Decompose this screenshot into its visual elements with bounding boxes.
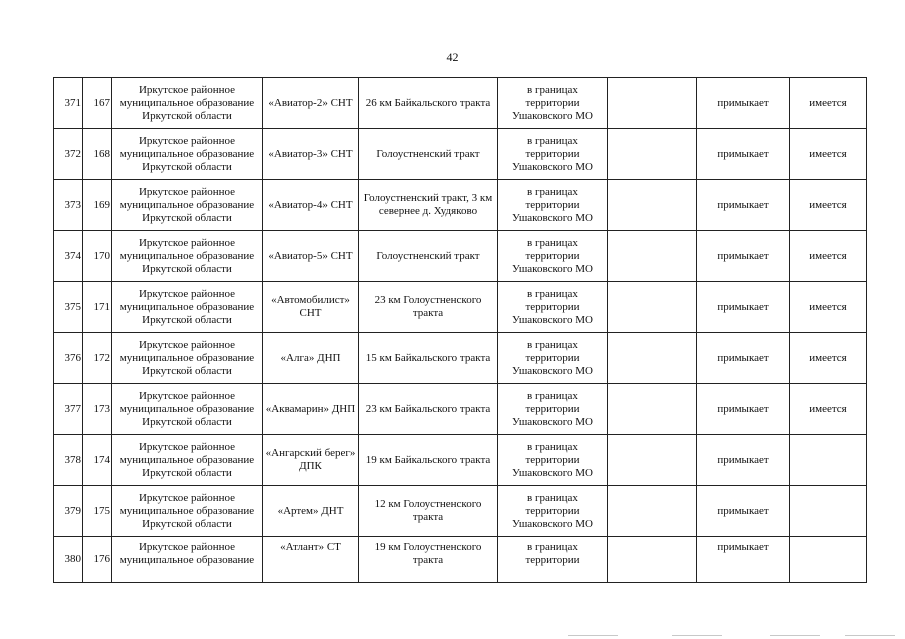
municipality-cell: Иркутское районное муниципальное образование Иркутской области xyxy=(112,231,263,282)
location-cell: в границах территории Ушаковского МО xyxy=(498,333,608,384)
location-cell: в границах территории Ушаковского МО xyxy=(498,435,608,486)
status-cell: имеется xyxy=(790,282,867,333)
table-row xyxy=(54,78,867,129)
sub-number-cell: 174 xyxy=(83,435,112,486)
name-cell: «Алга» ДНП xyxy=(263,333,359,384)
status-cell xyxy=(790,537,867,583)
row-number-cell: 380 xyxy=(54,537,83,583)
address-cell: Голоустненский тракт xyxy=(359,231,498,282)
table-row xyxy=(54,129,867,180)
adjacency-cell: примыкает xyxy=(697,129,790,180)
location-cell: в границах территории Ушаковского МО xyxy=(498,231,608,282)
adjacency-cell: примыкает xyxy=(697,282,790,333)
municipality-cell: Иркутское районное муниципальное образование Иркутской области xyxy=(112,384,263,435)
name-cell: «Ангарский берег» ДПК xyxy=(263,435,359,486)
name-cell: «Авиатор-2» СНТ xyxy=(263,78,359,129)
note-cell xyxy=(608,231,697,282)
sub-number-cell: 167 xyxy=(83,78,112,129)
name-cell: «Аквамарин» ДНП xyxy=(263,384,359,435)
status-cell: имеется xyxy=(790,78,867,129)
status-cell: имеется xyxy=(790,180,867,231)
adjacency-cell: примыкает xyxy=(697,180,790,231)
scan-artifact-line xyxy=(770,635,820,636)
status-cell xyxy=(790,435,867,486)
table-row xyxy=(54,333,867,384)
table-row xyxy=(54,180,867,231)
name-cell: «Артем» ДНТ xyxy=(263,486,359,537)
name-cell: «Авиатор-3» СНТ xyxy=(263,129,359,180)
note-cell xyxy=(608,129,697,180)
row-number-cell: 375 xyxy=(54,282,83,333)
adjacency-cell: примыкает xyxy=(697,384,790,435)
address-cell: 19 км Голоустненского тракта xyxy=(359,537,498,583)
adjacency-cell: примыкает xyxy=(697,231,790,282)
address-cell: 23 км Голоустненского тракта xyxy=(359,282,498,333)
name-cell: «Автомобилист» СНТ xyxy=(263,282,359,333)
name-cell: «Авиатор-4» СНТ xyxy=(263,180,359,231)
row-number-cell: 374 xyxy=(54,231,83,282)
note-cell xyxy=(608,78,697,129)
location-cell: в границах территории xyxy=(498,537,608,583)
status-cell: имеется xyxy=(790,231,867,282)
sub-number-cell: 176 xyxy=(83,537,112,583)
location-cell: в границах территории Ушаковского МО xyxy=(498,129,608,180)
adjacency-cell: примыкает xyxy=(697,78,790,129)
municipality-cell: Иркутское районное муниципальное образование Иркутской области xyxy=(112,486,263,537)
row-number-cell: 372 xyxy=(54,129,83,180)
row-number-cell: 373 xyxy=(54,180,83,231)
note-cell xyxy=(608,435,697,486)
address-cell: 26 км Байкальского тракта xyxy=(359,78,498,129)
scan-artifact-line xyxy=(672,635,722,636)
note-cell xyxy=(608,537,697,583)
location-cell: в границах территории Ушаковского МО xyxy=(498,384,608,435)
municipality-cell: Иркутское районное муниципальное образование Иркутской области xyxy=(112,282,263,333)
address-cell: 23 км Байкальского тракта xyxy=(359,384,498,435)
table-row xyxy=(54,384,867,435)
status-cell: имеется xyxy=(790,333,867,384)
scan-artifact-line xyxy=(845,635,895,636)
adjacency-cell: примыкает xyxy=(697,435,790,486)
sub-number-cell: 169 xyxy=(83,180,112,231)
municipality-cell: Иркутское районное муниципальное образование Иркутской области xyxy=(112,333,263,384)
location-cell: в границах территории Ушаковского МО xyxy=(498,282,608,333)
table-row xyxy=(54,282,867,333)
status-cell: имеется xyxy=(790,129,867,180)
adjacency-cell: примыкает xyxy=(697,486,790,537)
sub-number-cell: 175 xyxy=(83,486,112,537)
note-cell xyxy=(608,486,697,537)
sub-number-cell: 172 xyxy=(83,333,112,384)
name-cell: «Авиатор-5» СНТ xyxy=(263,231,359,282)
address-cell: Голоустненский тракт xyxy=(359,129,498,180)
address-cell: 15 км Байкальского тракта xyxy=(359,333,498,384)
sub-number-cell: 171 xyxy=(83,282,112,333)
note-cell xyxy=(608,384,697,435)
address-cell: 12 км Голоустненского тракта xyxy=(359,486,498,537)
row-number-cell: 376 xyxy=(54,333,83,384)
page-number: 42 xyxy=(446,50,459,64)
row-number-cell: 378 xyxy=(54,435,83,486)
note-cell xyxy=(608,282,697,333)
adjacency-cell: примыкает xyxy=(697,537,790,583)
sub-number-cell: 173 xyxy=(83,384,112,435)
municipality-cell: Иркутское районное муниципальное образование xyxy=(112,537,263,583)
status-cell xyxy=(790,486,867,537)
municipality-cell: Иркутское районное муниципальное образование Иркутской области xyxy=(112,435,263,486)
row-number-cell: 371 xyxy=(54,78,83,129)
note-cell xyxy=(608,180,697,231)
table-row xyxy=(54,231,867,282)
location-cell: в границах территории Ушаковского МО xyxy=(498,486,608,537)
registry-body xyxy=(54,78,867,583)
sub-number-cell: 168 xyxy=(83,129,112,180)
scan-artifact-line xyxy=(568,635,618,636)
table-row xyxy=(54,435,867,486)
adjacency-cell: примыкает xyxy=(697,333,790,384)
row-number-cell: 377 xyxy=(54,384,83,435)
table-row xyxy=(54,537,867,583)
note-cell xyxy=(608,333,697,384)
name-cell: «Атлант» СТ xyxy=(263,537,359,583)
status-cell: имеется xyxy=(790,384,867,435)
location-cell: в границах территории Ушаковского МО xyxy=(498,78,608,129)
registry-table xyxy=(53,77,867,583)
table-row xyxy=(54,486,867,537)
municipality-cell: Иркутское районное муниципальное образование Иркутской области xyxy=(112,180,263,231)
municipality-cell: Иркутское районное муниципальное образование Иркутской области xyxy=(112,78,263,129)
address-cell: 19 км Байкальского тракта xyxy=(359,435,498,486)
location-cell: в границах территории Ушаковского МО xyxy=(498,180,608,231)
sub-number-cell: 170 xyxy=(83,231,112,282)
row-number-cell: 379 xyxy=(54,486,83,537)
municipality-cell: Иркутское районное муниципальное образование Иркутской области xyxy=(112,129,263,180)
address-cell: Голоустненский тракт, 3 км севернее д. Худяково xyxy=(359,180,498,231)
